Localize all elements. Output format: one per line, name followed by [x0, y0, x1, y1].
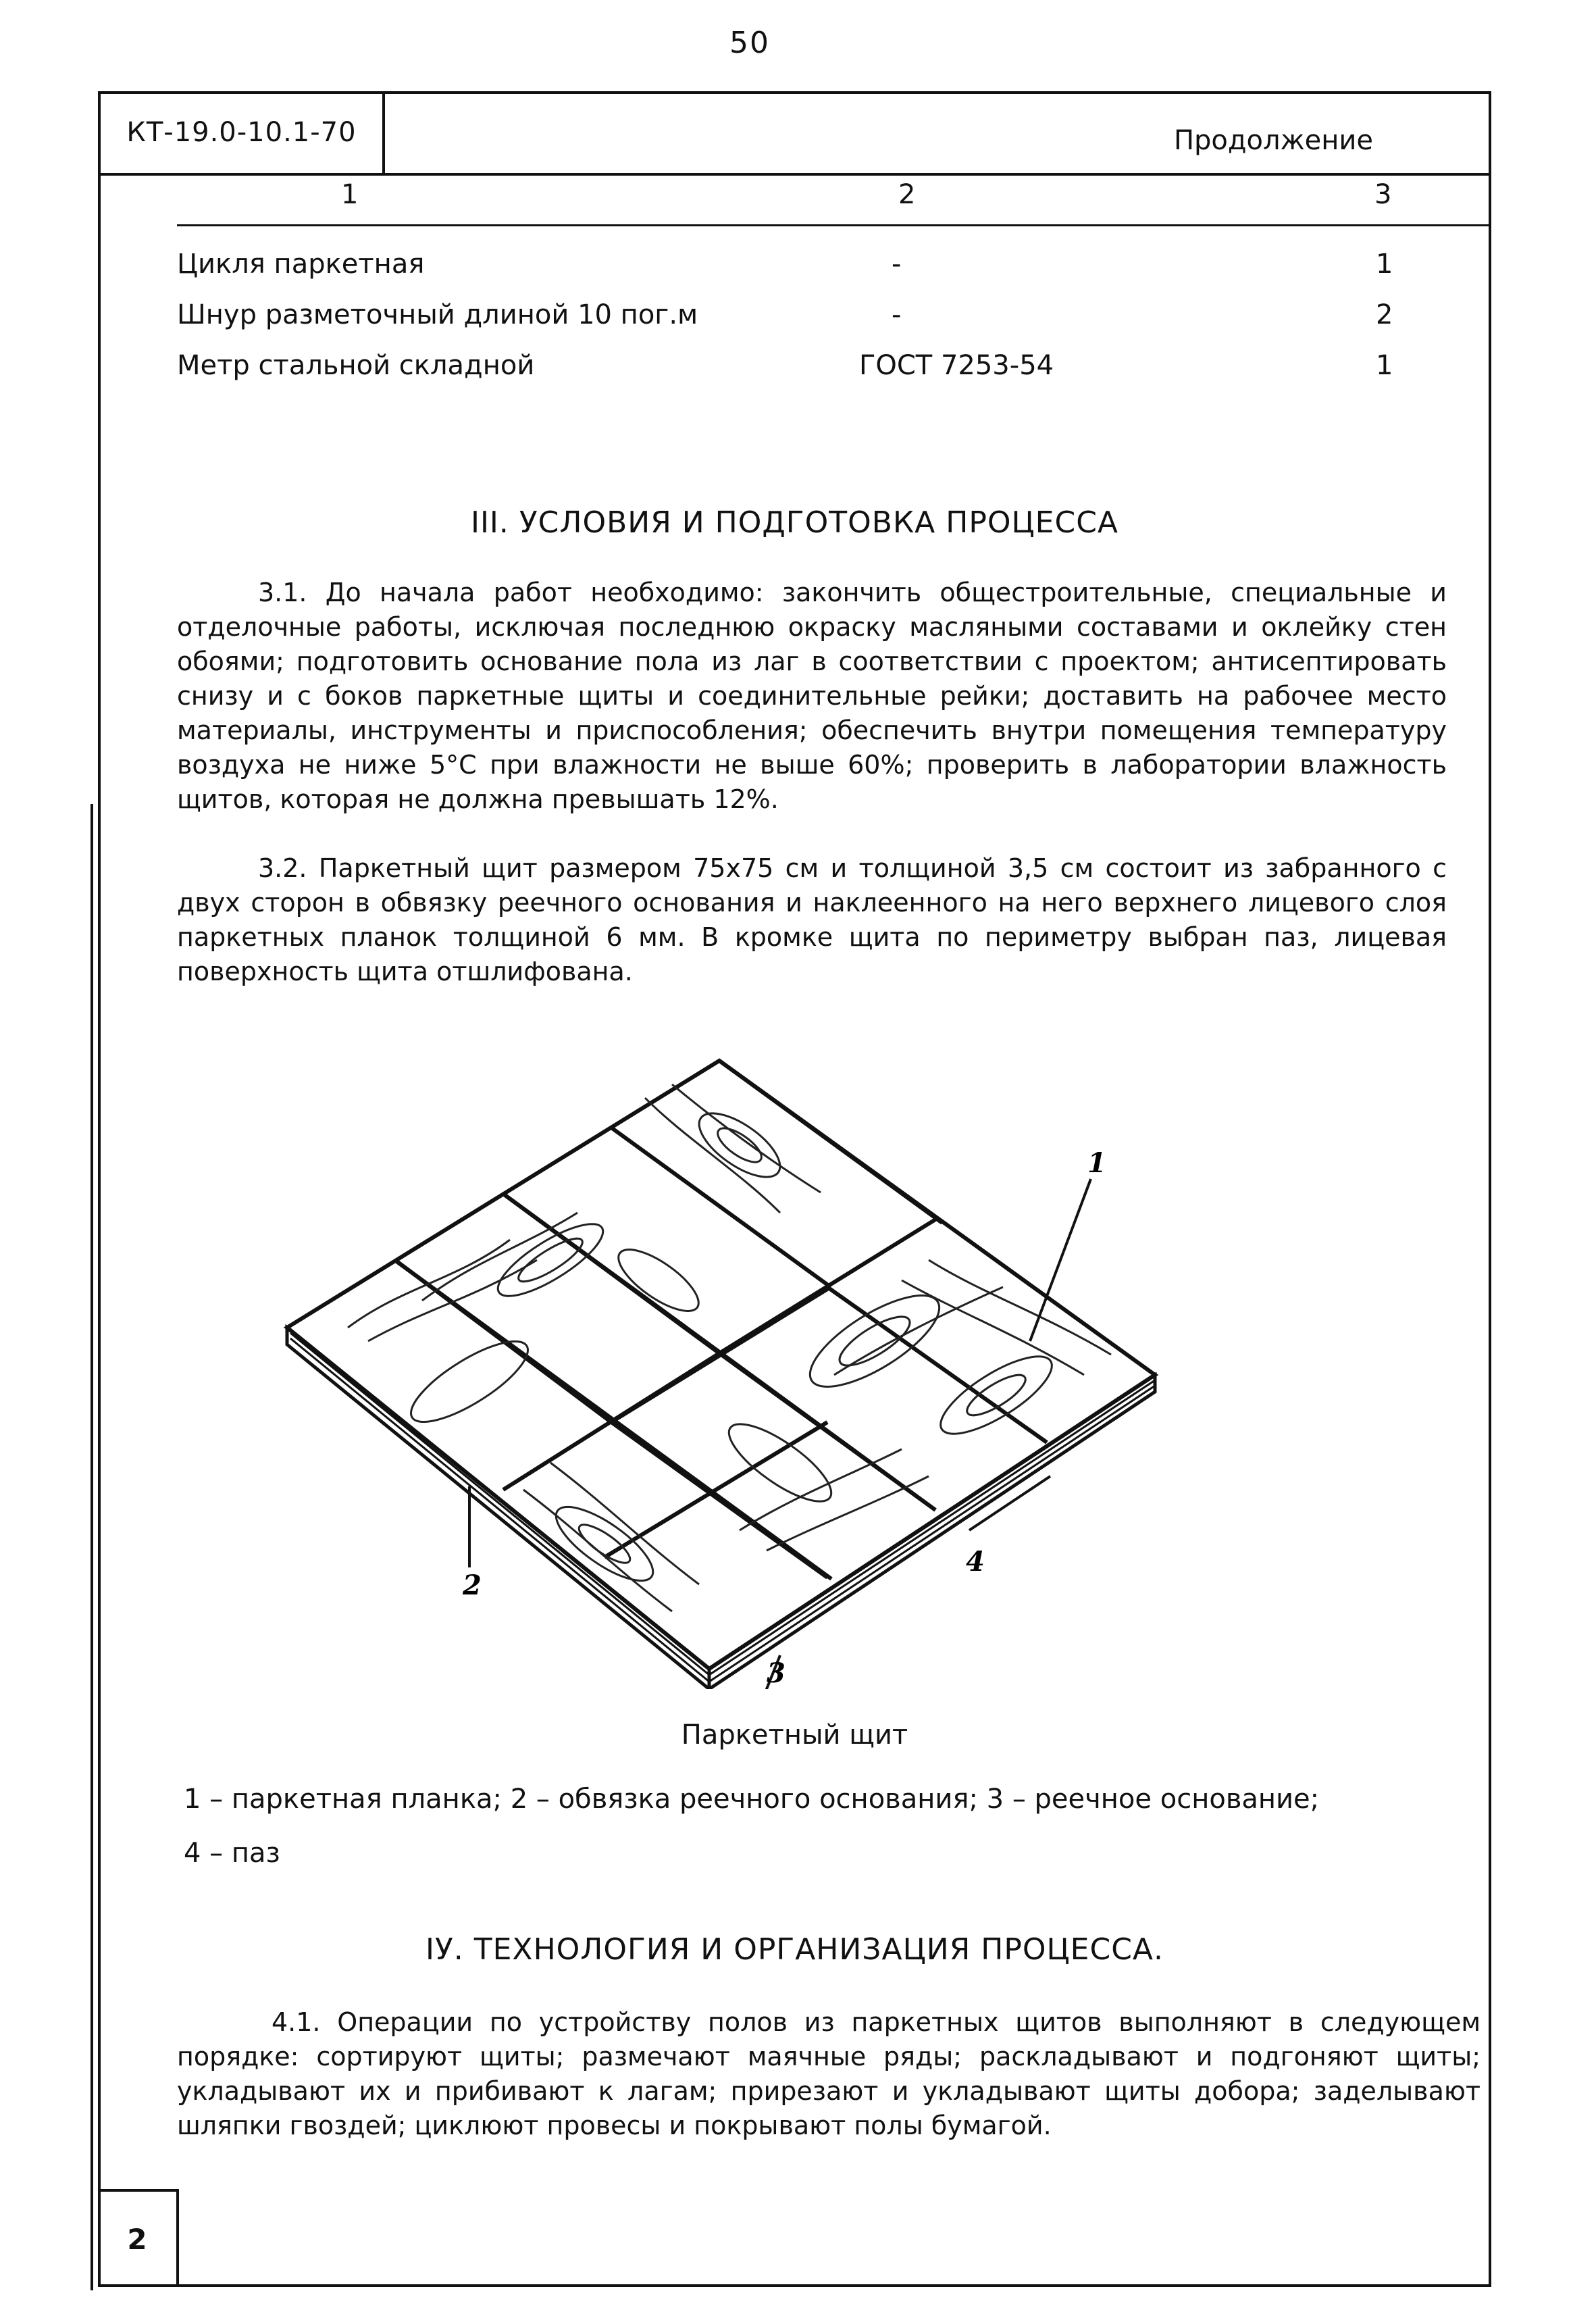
panel-top-surface [287, 1061, 1155, 1669]
continuation-label: Продолжение [1173, 125, 1373, 156]
paragraph-3-2-text: 3.2. Паркетный щит размером 75х75 см и толщиной 3,5 см состоит из забранного с двух сторон в обвязку реечного основания и наклеенного на него верхнего лицевого слоя паркетных планок толщиной 6 мм. В кромке щита по периметру выбран паз, лицевая поверхность щита отшлифована. [177, 853, 1447, 986]
paragraph-3-1 [177, 576, 1447, 817]
paragraph-4-1-text: 4.1. Операции по устройству полов из паркетных щитов выполняют в следующем порядке: сортируют щиты; размечают маячные ряды; раскладывают и подгоняют щиты; укладывают их и прибивают к лагам; прирезают и укладывают щиты добора; заделывают шляпки гвоздей; циклюют провесы и покрывают полы бумагой. [177, 2007, 1481, 2140]
column-header-1: 1 [341, 179, 359, 210]
section-3-title: III. УСЛОВИЯ И ПОДГОТОВКА ПРОЦЕССА [470, 505, 1119, 540]
tool-name: Цикля паркетная [177, 249, 425, 280]
tool-qty: 1 [1376, 350, 1393, 381]
table-row [177, 299, 1393, 340]
tool-qty: 1 [1376, 249, 1393, 280]
paragraph-3-2 [177, 851, 1447, 989]
column-header-3: 3 [1374, 179, 1392, 210]
section-4-title: IУ. ТЕХНОЛОГИЯ И ОРГАНИЗАЦИЯ ПРОЦЕССА. [425, 1932, 1164, 1967]
figure-legend-line-1: 1 – паркетная планка; 2 – обвязка реечного основания; 3 – реечное основание; [184, 1784, 1320, 1815]
paragraph-3-1-text: 3.1. До начала работ необходимо: закончить общестроительные, специальные и отделочные работы, исключая последнюю окраску масляными составами и оклейку стен обоями; подготовить основание пола из лаг в соответствии с проектом; антисептировать снизу и с боков паркетные щиты и соединительные рейки; доставить на рабочее место материалы, инструменты и приспособления; обеспечить внутри помещения температуру воздуха не ниже 5°С при влажности не выше 60%; проверить в лаборатории влажность щитов, которая не должна превышать 12%. [177, 578, 1447, 814]
label-3: 3 [767, 1657, 786, 1689]
column-header-2: 2 [898, 179, 916, 210]
parquet-panel-illustration [267, 1057, 1185, 1689]
doc-code: КТ-19.0-10.1-70 [98, 91, 385, 176]
figure-legend-line-2: 4 – паз [184, 1838, 280, 1869]
label-1: 1 [1087, 1147, 1106, 1179]
frame-left-rule [91, 804, 93, 2290]
tool-standard: - [892, 299, 902, 330]
table-row [177, 350, 1393, 391]
paragraph-4-1 [177, 2005, 1481, 2143]
tool-standard: ГОСТ 7253-54 [859, 350, 1054, 381]
sheet-number: 2 [98, 2189, 179, 2287]
page-number: 50 [729, 26, 770, 60]
header-divider [98, 173, 1491, 176]
tool-qty: 2 [1376, 299, 1393, 330]
table-header-rule [177, 224, 1491, 226]
figure-caption: Паркетный щит [681, 1719, 908, 1751]
tool-name: Шнур разметочный длиной 10 пог.м [177, 299, 698, 330]
label-2: 2 [463, 1569, 482, 1601]
tool-name: Метр стальной складной [177, 350, 535, 381]
label-4: 4 [966, 1546, 985, 1578]
table-row [177, 249, 1393, 289]
tool-standard: - [892, 249, 902, 280]
